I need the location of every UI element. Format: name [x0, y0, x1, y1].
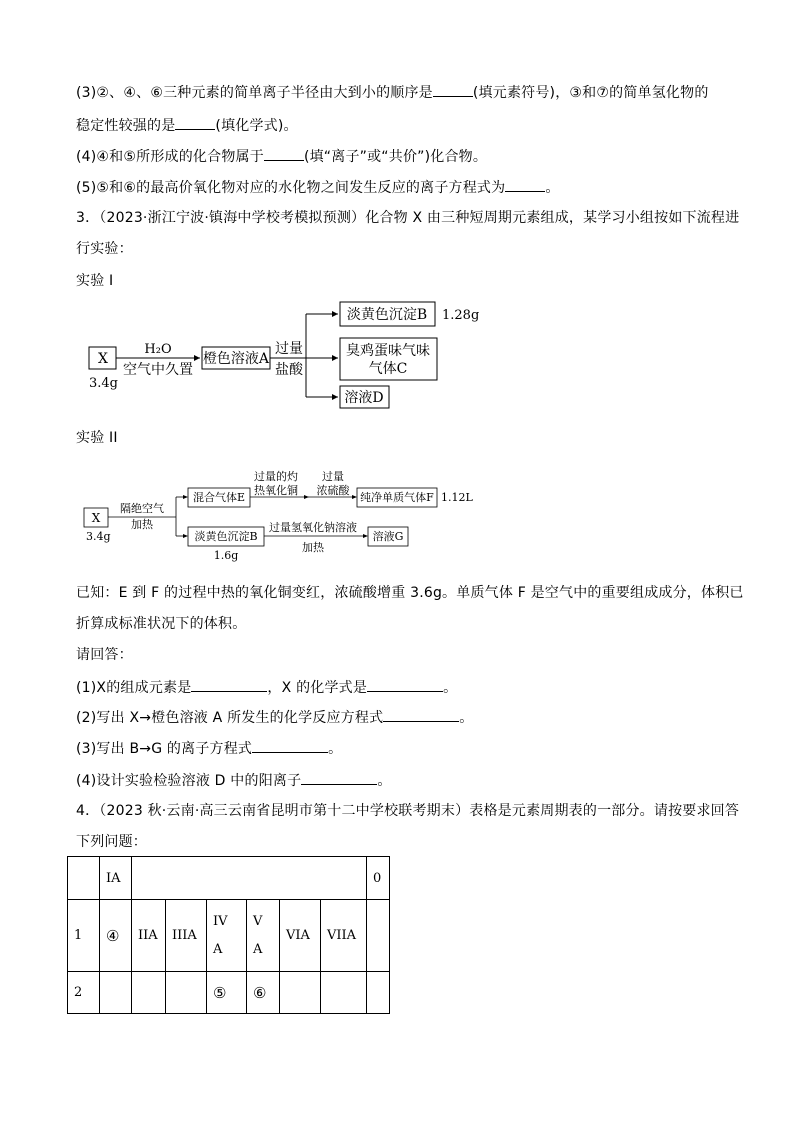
header-iva-2: A — [213, 941, 223, 957]
a-label: 橙色溶液A — [202, 351, 270, 367]
arrow2-bottom: 盐酸 — [275, 362, 303, 378]
q3-sub2 — [76, 707, 473, 728]
empty-cell — [367, 972, 390, 1014]
arrow2-bottom: 热氧化铜 — [254, 484, 298, 497]
arrow1-top: H₂O — [144, 342, 172, 357]
corner-cell — [68, 857, 100, 900]
c-label-2: 气体C — [368, 361, 408, 377]
q2-part3-text-c: 稳定性较强的是 — [76, 118, 176, 134]
row-label-1: 1 — [68, 900, 100, 972]
header-ia: IA — [100, 857, 132, 900]
experiment-2-label: 实验 II — [76, 430, 118, 446]
header-iva — [207, 900, 247, 972]
q3-sub4-text-b: 。 — [377, 773, 392, 789]
header-va-2: A — [253, 941, 263, 957]
arrowhead — [304, 495, 309, 499]
q3-sub4 — [76, 770, 392, 791]
arrow1-top: 隔绝空气 — [120, 502, 164, 515]
q2-part3-text-b: (填元素符号)，③和⑦的简单氢化物的 — [472, 85, 709, 101]
g-label: 溶液G — [372, 530, 404, 543]
arrow1-bottom: 加热 — [131, 518, 153, 531]
x-mass: 3.4g — [89, 376, 118, 391]
b-mass: 1.28g — [442, 308, 480, 323]
answer-blank[interactable] — [383, 707, 459, 722]
empty-cell — [132, 972, 166, 1014]
arrow3-top: 过量 — [322, 470, 344, 483]
header-viia: VIIA — [321, 900, 367, 972]
element-6: ⑥ — [247, 972, 280, 1014]
arrow2-top: 过量的灼 — [254, 470, 298, 483]
q2-part5-text-b: 。 — [545, 180, 560, 196]
experiment-1-label: 实验 I — [76, 273, 114, 289]
q3-sub3-text-a: (3)写出 B→G 的离子方程式 — [76, 741, 253, 757]
arrow1-bottom: 空气中久置 — [123, 362, 193, 378]
q3-sub1-text-a: (1)X的组成元素是 — [76, 680, 192, 696]
f-volume: 1.12L — [441, 491, 473, 504]
empty-cell — [166, 972, 207, 1014]
q4-intro-line1: 4．（2023 秋·云南·高三云南省昆明市第十二中学校联考期末）表格是元素周期表的一部分。请按要求回答 — [76, 803, 740, 819]
answer-blank[interactable] — [191, 677, 267, 692]
arrowhead — [183, 534, 188, 538]
e-label: 混合气体E — [192, 491, 246, 504]
element-4: ④ — [100, 900, 132, 972]
q2-part5-text-a: (5)⑤和⑥的最高价氧化物对应的水化物之间发生反应的离子方程式为 — [76, 180, 506, 196]
header-iia: IIA — [132, 900, 166, 972]
answer-blank[interactable] — [367, 677, 443, 692]
q3-intro-line1: 3．（2023·浙江宁波·镇海中学校考模拟预测）化合物 X 由三种短周期元素组成，某学习小组按如下流程进 — [76, 210, 740, 226]
header-va-1: V — [253, 913, 263, 929]
row-label-2: 2 — [68, 972, 100, 1014]
d-label: 溶液D — [344, 390, 384, 406]
arrowhead — [363, 534, 368, 538]
q3-please-answer: 请回答： — [76, 647, 133, 663]
arrowhead — [352, 495, 357, 499]
arrow4-top: 过量氢氧化钠溶液 — [269, 521, 357, 534]
header-zero: 0 — [367, 857, 390, 900]
q3-sub1 — [76, 677, 457, 698]
header-iiia: IIIA — [166, 900, 207, 972]
b-label: 淡黄色沉淀B — [346, 307, 428, 323]
header-span-cell — [132, 857, 367, 900]
arrow4-bottom: 加热 — [302, 541, 324, 554]
q4-intro-line2: 下列问题： — [76, 834, 147, 850]
q2-part3-text-d: (填化学式)。 — [215, 118, 298, 134]
q3-sub3 — [76, 738, 342, 759]
q3-known-line2: 折算成标准状况下的体积。 — [76, 616, 247, 632]
b-label: 淡黄色沉淀B — [194, 530, 258, 543]
element-5: ⑤ — [207, 972, 247, 1014]
q2-part4-text-b: (填“离子”或“共价”)化合物。 — [303, 149, 488, 165]
q3-sub1-text-b: ，X 的化学式是 — [267, 680, 368, 696]
c-label-1: 臭鸡蛋味气味 — [346, 343, 430, 359]
answer-blank[interactable] — [301, 770, 377, 785]
f-label: 纯净单质气体F — [360, 491, 434, 504]
empty-cell — [321, 972, 367, 1014]
x-mass: 3.4g — [86, 530, 111, 543]
header-va — [247, 900, 280, 972]
q2-part3-text-a: (3)②、④、⑥三种元素的简单离子半径由大到小的顺序是 — [76, 85, 433, 101]
arrow3-bottom: 浓硫酸 — [316, 484, 350, 497]
empty-cell — [100, 972, 132, 1014]
empty-cell — [280, 972, 321, 1014]
q3-intro-line2: 行实验： — [76, 241, 133, 257]
q3-sub2-text-a: (2)写出 X→橙色溶液 A 所发生的化学反应方程式 — [76, 710, 384, 726]
arrow2-top: 过量 — [275, 341, 303, 357]
q3-known-line1: 已知：E 到 F 的过程中热的氧化铜变红，浓硫酸增重 3.6g。单质气体 F 是空气中的重要组成成分，体积已 — [76, 585, 744, 601]
b-mass: 1.6g — [213, 549, 239, 562]
q3-sub2-text-b: 。 — [459, 710, 474, 726]
arrowhead — [183, 495, 188, 499]
q3-sub4-text-a: (4)设计实验检验溶液 D 中的阳离子 — [76, 773, 302, 789]
q3-sub3-text-b: 。 — [328, 741, 343, 757]
q2-part4-text-a: (4)④和⑤所形成的化合物属于 — [76, 149, 264, 165]
x-label: X — [91, 511, 101, 525]
answer-blank[interactable] — [252, 738, 328, 753]
empty-cell — [367, 900, 390, 972]
x-label: X — [98, 351, 108, 367]
q3-sub1-text-c: 。 — [443, 680, 458, 696]
periodic-table-fragment — [67, 856, 390, 1014]
header-via: VIA — [280, 900, 321, 972]
header-iva-1: IV — [213, 913, 228, 929]
